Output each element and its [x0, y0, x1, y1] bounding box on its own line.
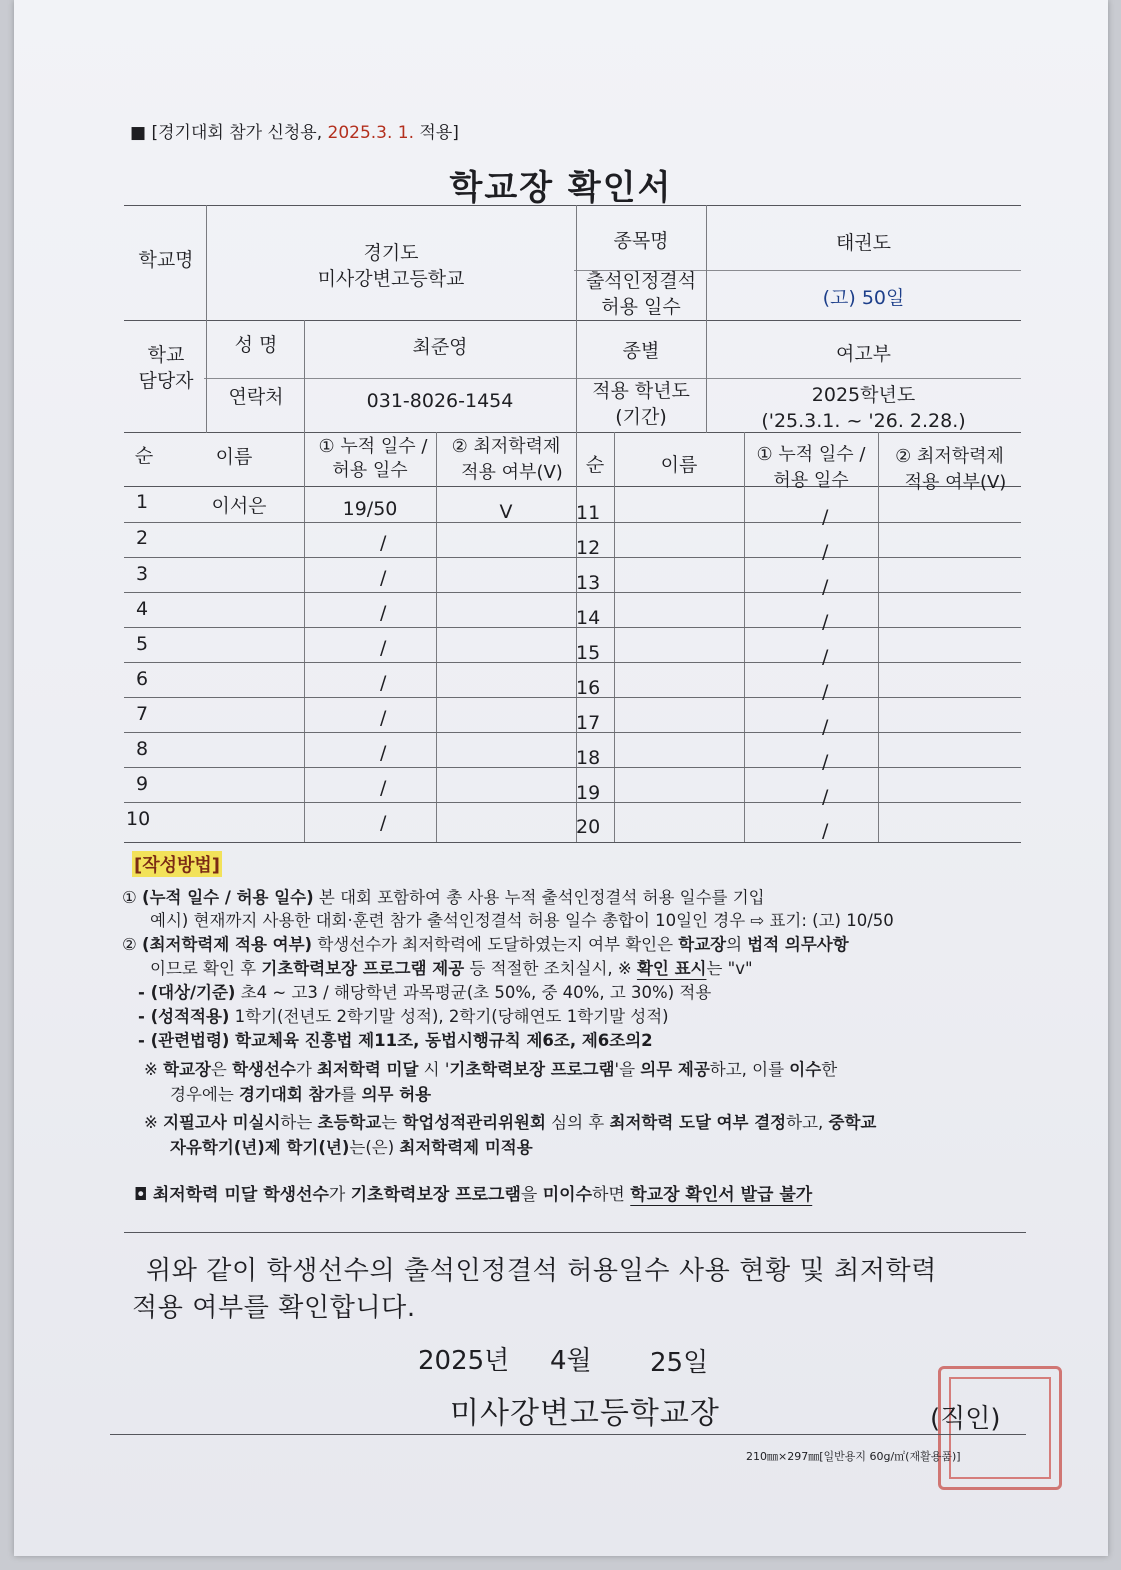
- header-note-prefix: ■ [경기대회 참가 신청용,: [130, 123, 328, 143]
- method-note-2: ※ 지필고사 미실시하는 초등학교는 학업성적관리위원회 심의 후 최저학력 도달 여부 결정하고, 중학교: [144, 1113, 877, 1132]
- row-9-days: /: [380, 777, 387, 799]
- year-value-line2: ('25.3.1. ~ '26. 2.28.): [761, 410, 966, 432]
- name-value: 최준영: [412, 336, 468, 358]
- method-item-2: ② (최저학력제 적용 여부) 학생선수가 최저학력에 도달하였는지 여부 확인은 학교장의 법적 의무사항: [122, 935, 849, 954]
- row-1-name: 이서은: [211, 495, 267, 517]
- statement-line-1: 위와 같이 학생선수의 출석인정결석 허용일수 사용 현황 및 최저학력: [146, 1256, 937, 1286]
- row-17-days: /: [822, 716, 829, 738]
- header-days-right-line1: ① 누적 일수 /: [756, 444, 866, 465]
- statement-line-2: 적용 여부를 확인합니다.: [132, 1293, 416, 1323]
- contact-label: 연락처: [228, 386, 284, 408]
- row-19-no: 19: [576, 782, 601, 804]
- row-7-days: /: [380, 707, 387, 729]
- method-item-1: ① (누적 일수 / 허용 일수) 본 대회 포함하여 총 사용 누적 출석인정결석 허용 일수를 기입: [122, 888, 765, 907]
- row-16-no: 16: [576, 677, 601, 699]
- row-20-no: 20: [576, 816, 601, 838]
- row-8-days: /: [380, 742, 387, 764]
- row-15-no: 15: [576, 642, 601, 664]
- manager-label-line2: 담당자: [138, 370, 194, 392]
- row-3-no: 3: [136, 563, 149, 585]
- header-min-right-line2: 적용 여부(V): [904, 472, 1007, 493]
- row-17-no: 17: [576, 712, 601, 734]
- row-1-check: V: [499, 501, 513, 523]
- header-no-left: 순: [134, 445, 154, 467]
- year-label-line2: (기간): [615, 406, 667, 428]
- row-13-days: /: [822, 576, 829, 598]
- row-4-no: 4: [136, 598, 149, 620]
- category-value: 여고부: [835, 343, 892, 365]
- method-sub-1: - (대상/기준) 초4 ~ 고3 / 해당학년 과목평균(초 50%, 중 40%, 고 30%) 적용: [138, 983, 712, 1002]
- row-13-no: 13: [576, 572, 601, 594]
- row-6-days: /: [380, 672, 387, 694]
- header-note-suffix: 적용]: [414, 123, 459, 143]
- header-note: [130, 118, 459, 143]
- date-day: 25일: [650, 1348, 709, 1378]
- row-5-days: /: [380, 637, 387, 659]
- method-final-note: ◘ 최저학력 미달 학생선수가 기초학력보장 프로그램을 미이수하면 학교장 확인서 발급 불가: [134, 1185, 813, 1205]
- row-1-days: 19/50: [342, 498, 398, 520]
- year-value-line1: 2025학년도: [811, 384, 916, 406]
- paper-spec-footer: 210㎜×297㎜[일반용지 60g/㎡(재활용품)]: [746, 1450, 961, 1463]
- box-marker-icon: ◘: [134, 1185, 148, 1205]
- school-name-line2: 미사강변고등학교: [317, 268, 465, 290]
- row-15-days: /: [822, 646, 829, 668]
- allowed-days-label-line2: 허용 일수: [601, 296, 681, 318]
- category-label: 종별: [622, 340, 660, 362]
- date-year: 2025년: [418, 1346, 510, 1376]
- header-name-left: 이름: [215, 446, 253, 468]
- row-11-days: /: [822, 506, 829, 528]
- row-14-days: /: [822, 611, 829, 633]
- method-sub-2: - (성적적용) 1학기(전년도 2학기말 성적), 2학기(당해연도 1학기말 성적): [138, 1007, 669, 1026]
- method-heading: [작성방법]: [132, 851, 222, 877]
- row-16-days: /: [822, 681, 829, 703]
- row-9-no: 9: [136, 773, 149, 795]
- method-item-1-example: 예시) 현재까지 사용한 대회·훈련 참가 출석인정결석 허용 일수 총합이 10일인 경우 ⇨ 표기: (고) 10/50: [150, 911, 894, 930]
- seal-label: (직인): [930, 1404, 1001, 1434]
- school-name-line1: 경기도: [363, 242, 419, 264]
- header-days-left-line2: 허용 일수: [332, 460, 408, 481]
- row-10-no: 10: [126, 808, 151, 830]
- row-11-no: 11: [576, 502, 601, 524]
- header-min-left-line1: ② 최저학력제: [451, 436, 561, 457]
- row-18-days: /: [822, 751, 829, 773]
- header-days-right-line2: 허용 일수: [773, 470, 849, 491]
- row-1-no: 1: [136, 491, 149, 513]
- contact-value: 031-8026-1454: [366, 390, 514, 412]
- method-note-1: ※ 학교장은 학생선수가 최저학력 미달 시 '기초학력보장 프로그램'을 의무 제공하고, 이를 이수한: [144, 1060, 838, 1079]
- sport-value: 태권도: [835, 232, 892, 254]
- name-label: 성 명: [234, 334, 278, 356]
- row-5-no: 5: [136, 633, 149, 655]
- allowed-days-label-line1: 출석인정결석: [585, 270, 697, 292]
- header-min-right-line1: ② 최저학력제: [895, 446, 1004, 467]
- row-2-days: /: [380, 532, 387, 554]
- page-title: 학교장 확인서: [449, 168, 673, 208]
- manager-label-line1: 학교: [147, 344, 185, 366]
- row-6-no: 6: [136, 668, 149, 690]
- row-3-days: /: [380, 567, 387, 589]
- method-note-2-line2: 자유학기(년)제 학기(년)는(은) 최저학력제 미적용: [170, 1138, 533, 1157]
- year-label-line1: 적용 학년도: [592, 380, 690, 402]
- row-7-no: 7: [136, 703, 149, 725]
- row-12-days: /: [822, 541, 829, 563]
- row-18-no: 18: [576, 747, 601, 769]
- row-19-days: /: [822, 786, 829, 808]
- row-12-no: 12: [576, 537, 601, 559]
- row-14-no: 14: [576, 607, 601, 629]
- header-days-left-line1: ① 누적 일수 /: [318, 436, 428, 457]
- row-8-no: 8: [136, 738, 149, 760]
- row-10-days: /: [380, 812, 387, 834]
- method-sub-3: - (관련법령) 학교체육 진흥법 제11조, 동법시행규칙 제6조, 제6조의2: [138, 1031, 653, 1050]
- header-no-right: 순: [585, 454, 605, 476]
- method-item-2-line2: 이므로 확인 후 기초학력보장 프로그램 제공 등 적절한 조치실시, ※ 확인 표시는 "v": [150, 959, 753, 978]
- signer-name: 미사강변고등학교장: [450, 1396, 720, 1431]
- header-name-right: 이름: [660, 454, 698, 476]
- header-note-date: 2025.3. 1.: [327, 123, 415, 143]
- school-label: 학교명: [138, 249, 194, 271]
- date-month: 4월: [550, 1346, 592, 1376]
- method-note-1-line2: 경우에는 경기대회 참가를 의무 허용: [170, 1085, 432, 1104]
- document-page: [14, 0, 1108, 1556]
- row-2-no: 2: [136, 527, 149, 549]
- sport-label: 종목명: [613, 230, 669, 252]
- allowed-days-value: (고) 50일: [822, 287, 905, 309]
- row-4-days: /: [380, 602, 387, 624]
- row-20-days: /: [822, 820, 829, 842]
- header-min-left-line2: 적용 여부(V): [461, 462, 563, 483]
